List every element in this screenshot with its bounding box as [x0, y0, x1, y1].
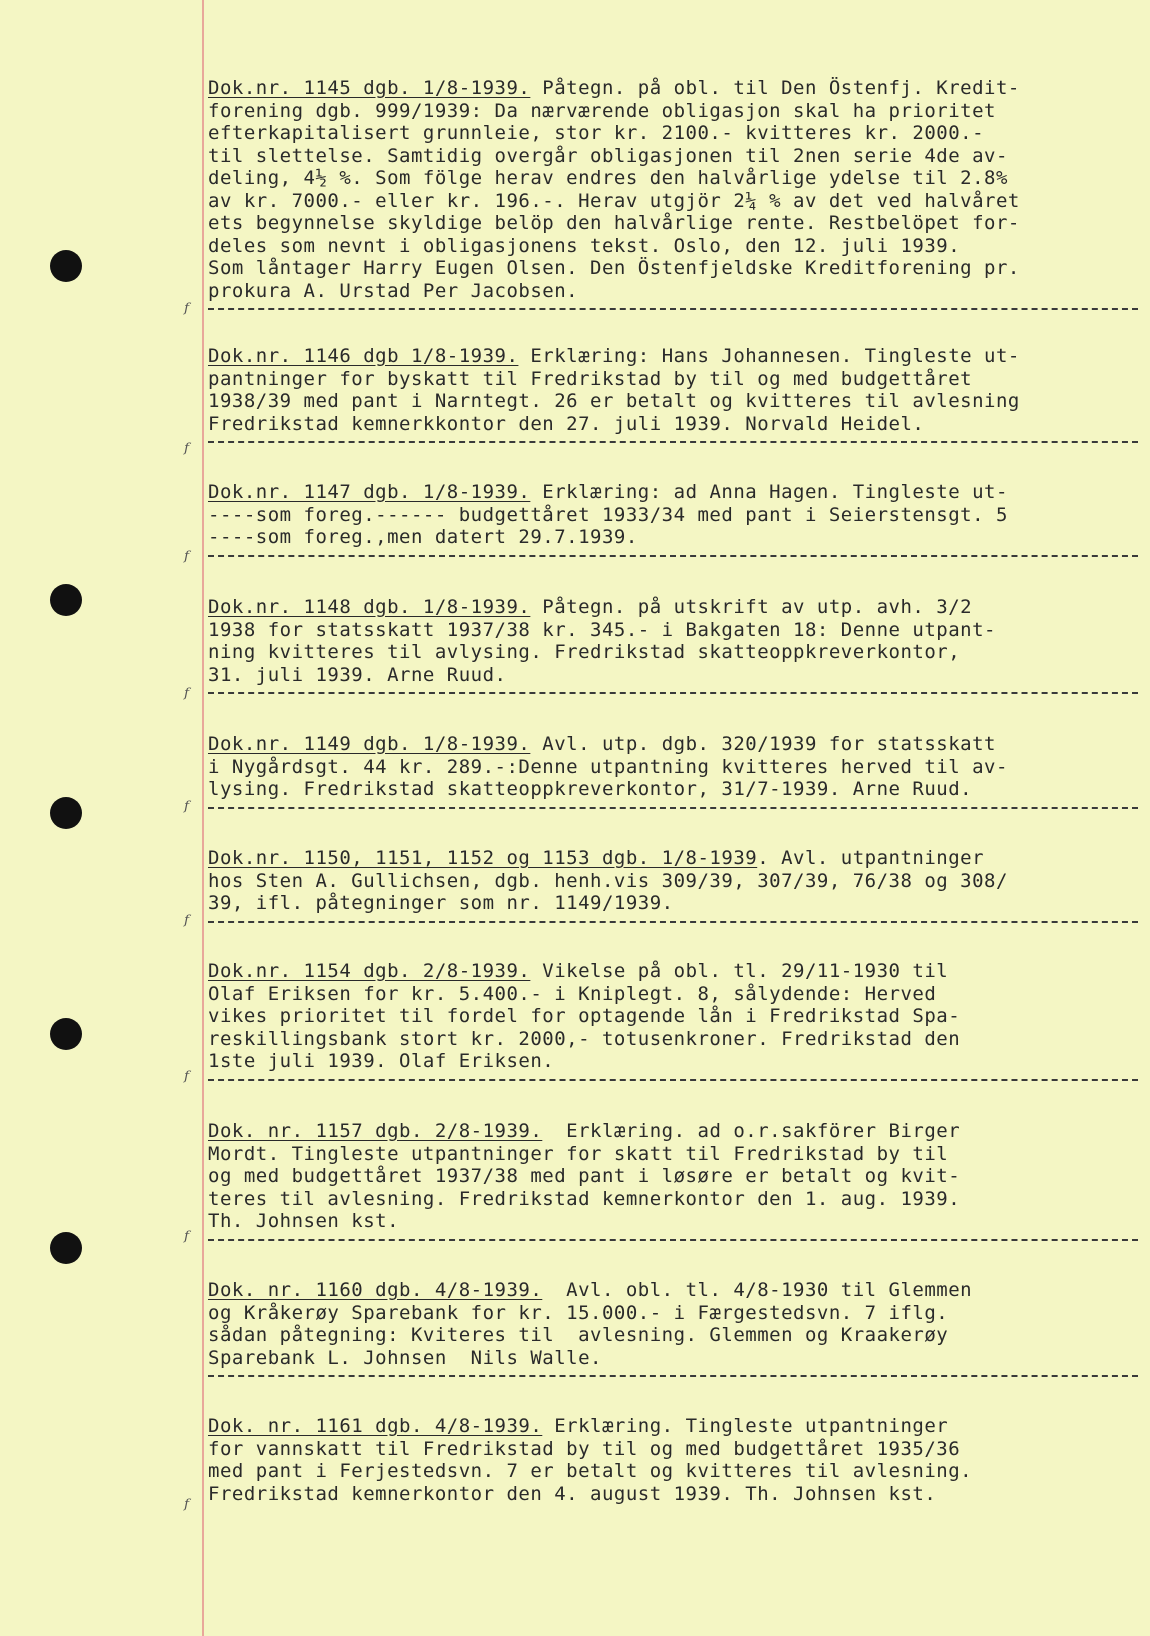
doc-number: Dok.nr. 1154 dgb. 2/8-1939.	[208, 960, 531, 982]
entry-text	[208, 1415, 1138, 1505]
entry-text	[208, 345, 1138, 435]
doc-number: Dok.nr. 1148 dgb. 1/8-1939.	[208, 596, 531, 618]
punch-hole	[50, 1018, 82, 1050]
punch-hole	[50, 1232, 82, 1264]
entry-text	[208, 847, 1138, 915]
punch-hole	[50, 797, 82, 829]
entry-body: Erklæring: ad Anna Hagen. Tingleste ut- ----som foreg.------ budgettåret 1933/34 med pant i Seierstensgt. 5 ----som foreg.,men datert 29.7.1939.	[208, 481, 1008, 548]
entry-1161	[208, 1415, 1138, 1505]
doc-number: Dok.nr. 1145 dgb. 1/8-1939.	[208, 77, 531, 99]
dashed-separator	[208, 1239, 1138, 1241]
entry-1145	[208, 77, 1138, 310]
dashed-separator	[208, 308, 1138, 310]
margin-pencil-mark: ᶠ	[184, 1228, 190, 1253]
margin-pencil-mark: ᶠ	[184, 300, 190, 325]
entry-text	[208, 596, 1138, 686]
doc-number: Dok.nr. 1149 dgb. 1/8-1939.	[208, 733, 531, 755]
entry-1160	[208, 1279, 1138, 1377]
dashed-separator	[208, 555, 1138, 557]
punch-hole	[50, 584, 82, 616]
entry-body: Vikelse på obl. tl. 29/11-1930 til Olaf Eriksen for kr. 5.400.- i Kniplegt. 8, sålydende: Herved vikes prioritet til fordel for optagende lån i Fredrikstad Spa- reskillingsbank stort kr. 2000,- totusenkroner. Fredrikstad den 1ste juli 1939. Olaf Eriksen.	[208, 960, 961, 1072]
dashed-separator	[208, 1375, 1138, 1377]
dashed-separator	[208, 807, 1138, 809]
entry-text	[208, 1279, 1138, 1369]
margin-pencil-mark: ᶠ	[184, 1496, 190, 1521]
margin-pencil-mark: ᶠ	[184, 440, 190, 465]
entry-1148	[208, 596, 1138, 694]
entry-body: Erklæring: Hans Johannesen. Tingleste ut- pantninger for byskatt til Fredrikstad by til og med budgettåret 1938/39 med pant i Narntegt. 26 er betalt og kvitteres til avlesning Fredrikstad kemnerkkontor den 27. juli 1939. Norvald Heidel.	[208, 345, 1020, 435]
entry-body: Avl. utp. dgb. 320/1939 for statsskatt i Nygårdsgt. 44 kr. 289.-:Denne utpantning kvitteres herved til av- lysing. Fredrikstad skatteoppkreverkontor, 31/7-1939. Arne Ruud.	[208, 733, 1008, 800]
entry-text	[208, 960, 1138, 1073]
entry-1154	[208, 960, 1138, 1081]
entry-1147	[208, 481, 1138, 557]
margin-pencil-mark: ᶠ	[184, 1068, 190, 1093]
entry-body: Erklæring. ad o.r.sakförer Birger Mordt. Tingleste utpantninger for skatt til Fredrikstad by til og med budgettåret 1937/38 med pant i løsøre er betalt og kvit- teres til avlesning. Fredrikstad kemnerkontor den 1. aug. 1939. Th. Johnsen kst.	[208, 1120, 961, 1232]
entry-1157	[208, 1120, 1138, 1241]
entry-1146	[208, 345, 1138, 443]
entry-1150-1153	[208, 847, 1138, 923]
entry-body: Påtegn. på obl. til Den Östenfj. Kredit- forening dgb. 999/1939: Da nærværende obligasjon skal ha prioritet efterkapitalisert grunnleie, stor kr. 2100.- kvitteres kr. 2000.- til slettelse. Samtidig overgår obligasjonen til 2nen serie 4de av- deling, 4½ %. Som fölge herav endres den halvårlige ydelse til 2.8% av kr. 7000.- eller kr. 196.-. Herav utgjör 2¼ % av det ved halvåret ets begynnelse skyldige belöp den halvårlige rente. Restbelöpet for- deles som nevnt i obligasjonens tekst. Oslo, den 12. juli 1939. Som låntager Harry Eugen Olsen. Den Östenfjeldske Kreditforening pr. prokura A. Urstad Per Jacobsen.	[208, 77, 1020, 302]
dashed-separator	[208, 921, 1138, 923]
doc-number: Dok. nr. 1157 dgb. 2/8-1939.	[208, 1120, 543, 1142]
margin-pencil-mark: ᶠ	[184, 548, 190, 573]
margin-pencil-mark: ᶠ	[184, 798, 190, 823]
entry-body: Avl. obl. tl. 4/8-1930 til Glemmen og Kråkerøy Sparebank for kr. 15.000.- i Færgestedsvn. 7 iflg. sådan påtegning: Kviteres til avlesning. Glemmen og Kraakerøy Sparebank L. Johnsen Nils Walle.	[208, 1279, 973, 1369]
doc-number: Dok.nr. 1147 dgb. 1/8-1939.	[208, 481, 531, 503]
entry-text	[208, 1120, 1138, 1233]
entry-1149	[208, 733, 1138, 809]
entry-body: Erklæring. Tingleste utpantninger for vannskatt til Fredrikstad by til og med budgettåret 1935/36 med pant i Ferjestedsvn. 7 er betalt og kvitteres til avlesning. Fredrikstad kemnerkontor den 4. august 1939. Th. Johnsen kst.	[208, 1415, 973, 1505]
dashed-separator	[208, 441, 1138, 443]
doc-number: Dok.nr. 1150, 1151, 1152 og 1153 dgb. 1/8-1939	[208, 847, 758, 869]
margin-line	[202, 0, 204, 1636]
margin-pencil-mark: ᶠ	[184, 685, 190, 710]
entry-body: Påtegn. på utskrift av utp. avh. 3/2 1938 for statsskatt 1937/38 kr. 345.- i Bakgaten 18: Denne utpant- ning kvitteres til avlysing. Fredrikstad skatteoppkreverkontor, 31. juli 1939. Arne Ruud.	[208, 596, 996, 686]
doc-number: Dok. nr. 1161 dgb. 4/8-1939.	[208, 1415, 543, 1437]
margin-pencil-mark: ᶠ	[184, 912, 190, 937]
entry-body: . Avl. utpantninger hos Sten A. Gullichsen, dgb. henh.vis 309/39, 307/39, 76/38 og 308/ 39, ifl. påtegninger som nr. 1149/1939.	[208, 847, 1008, 914]
entry-text	[208, 481, 1138, 549]
doc-number: Dok.nr. 1146 dgb 1/8-1939.	[208, 345, 519, 367]
dashed-separator	[208, 692, 1138, 694]
entry-text	[208, 733, 1138, 801]
punch-hole	[50, 250, 82, 282]
doc-number: Dok. nr. 1160 dgb. 4/8-1939.	[208, 1279, 543, 1301]
entry-text	[208, 77, 1138, 302]
dashed-separator	[208, 1079, 1138, 1081]
